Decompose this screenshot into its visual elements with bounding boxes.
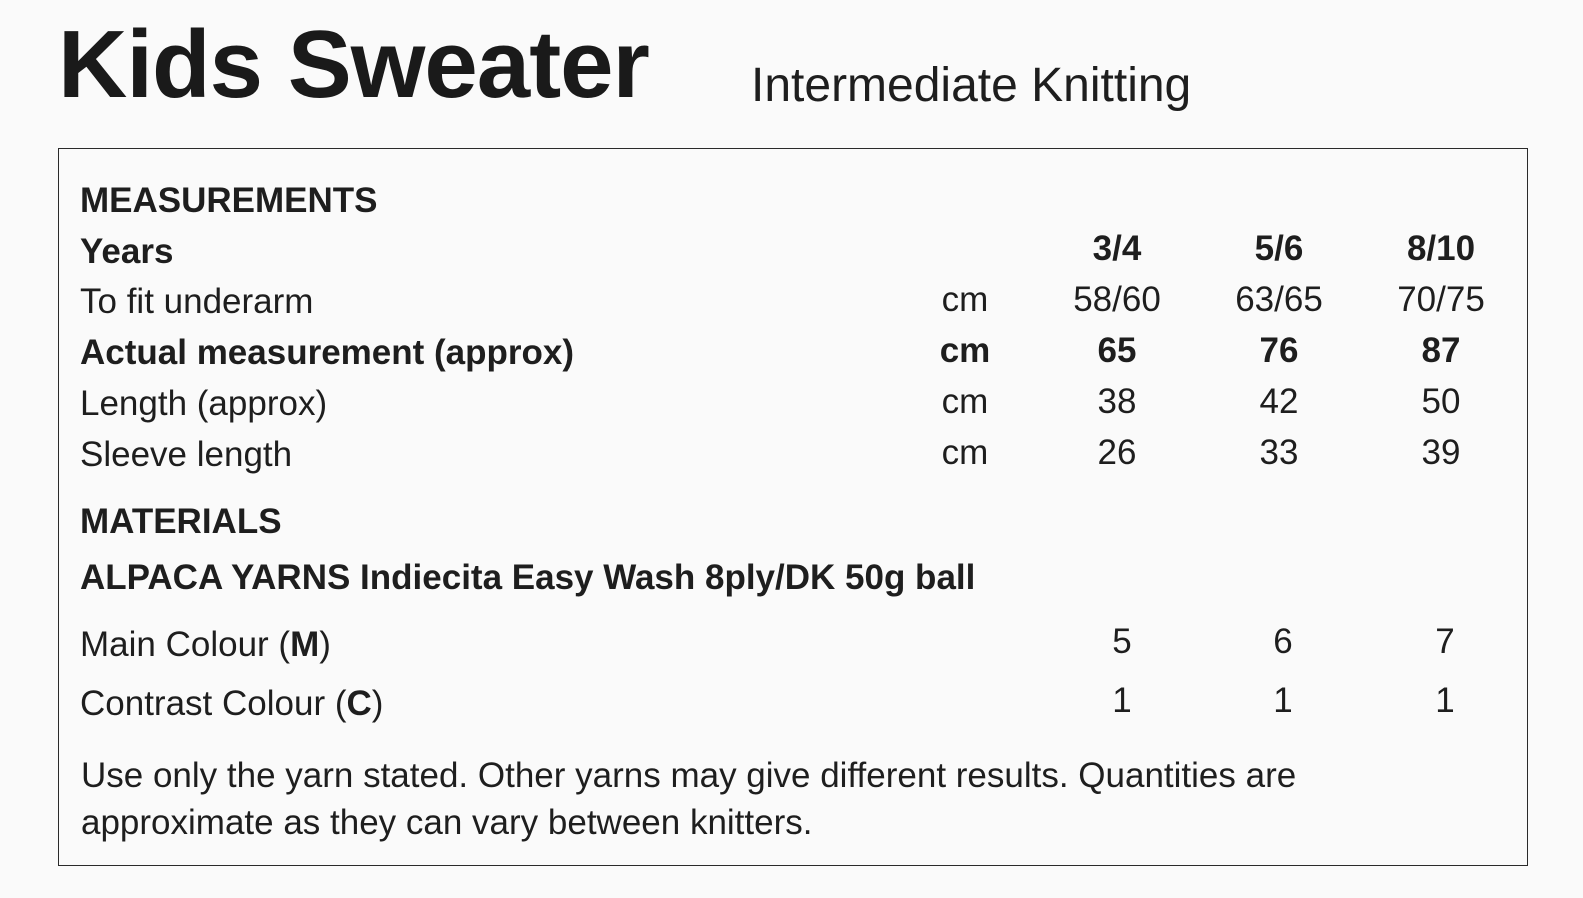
- materials-heading: MATERIALS: [80, 502, 282, 541]
- yarn-description: ALPACA YARNS Indiecita Easy Wash 8ply/DK 50g ball: [80, 558, 976, 597]
- material-label-key: C: [346, 684, 372, 723]
- measurement-row-label: Length (approx): [80, 384, 328, 423]
- measurement-value: 50: [1421, 382, 1461, 421]
- measurement-value: 87: [1421, 331, 1461, 370]
- size-header: 5/6: [1254, 229, 1304, 268]
- material-row-label: [80, 627, 331, 662]
- size-header: 8/10: [1406, 229, 1476, 268]
- size-header: 3/4: [1092, 229, 1142, 268]
- material-label-key: M: [290, 625, 320, 664]
- material-label-prefix: Contrast Colour (: [80, 684, 347, 723]
- material-quantity: 5: [1112, 622, 1132, 661]
- material-quantity: 1: [1112, 681, 1132, 720]
- page-subtitle: Intermediate Knitting: [751, 59, 1192, 112]
- yarn-note: [81, 752, 1481, 846]
- measurement-row-label: Actual measurement (approx): [80, 333, 575, 372]
- material-label-prefix: Main Colour (: [80, 625, 291, 664]
- material-label-suffix: ): [371, 684, 384, 723]
- measurement-value: 26: [1097, 433, 1137, 472]
- measurement-row-label: To fit underarm: [80, 282, 314, 321]
- measurement-value: 58/60: [1073, 280, 1161, 319]
- measurement-row-unit: cm: [941, 433, 989, 472]
- material-quantity: 1: [1435, 681, 1455, 720]
- note-line: approximate as they can vary between knitters.: [81, 803, 813, 842]
- page-title: Kids Sweater: [58, 11, 649, 118]
- measurement-value: 33: [1259, 433, 1299, 472]
- measurement-value: 38: [1097, 382, 1137, 421]
- measurement-row-unit: cm: [941, 382, 989, 421]
- measurement-row-unit: cm: [941, 280, 989, 319]
- measurement-value: 63/65: [1235, 280, 1323, 319]
- years-label: Years: [80, 232, 174, 271]
- measurement-value: 39: [1421, 433, 1461, 472]
- measurement-row-unit: cm: [939, 331, 991, 370]
- material-row-label: [80, 686, 383, 721]
- material-quantity: 7: [1435, 622, 1455, 661]
- measurement-row-label: Sleeve length: [80, 435, 293, 474]
- measurement-value: 42: [1259, 382, 1299, 421]
- measurement-value: 65: [1097, 331, 1137, 370]
- measurements-heading: MEASUREMENTS: [80, 181, 378, 220]
- material-quantity: 6: [1273, 622, 1293, 661]
- measurement-value: 70/75: [1397, 280, 1485, 319]
- measurement-value: 76: [1259, 331, 1299, 370]
- material-label-suffix: ): [319, 625, 331, 664]
- material-quantity: 1: [1273, 681, 1293, 720]
- note-line: Use only the yarn stated. Other yarns may give different results. Quantities are: [81, 756, 1297, 795]
